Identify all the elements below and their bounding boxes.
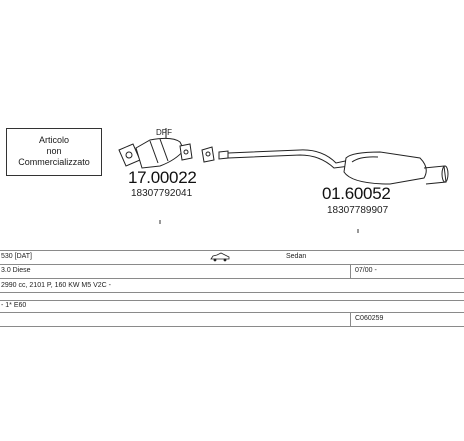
vehicle-date: 07/00 - xyxy=(355,267,377,274)
vehicle-fuel: 3.0 Diese xyxy=(1,267,31,274)
catalog-code: C060259 xyxy=(355,315,384,322)
part-code-2[interactable]: 01.60052 xyxy=(322,184,391,203)
car-silhouette-icon xyxy=(210,252,230,262)
notice-line-3: Commercializzato xyxy=(18,157,90,167)
table-col-divider xyxy=(350,264,351,278)
table-divider xyxy=(0,312,464,313)
part-code-1[interactable]: 17.00022 xyxy=(128,168,197,187)
table-divider xyxy=(0,264,464,265)
table-divider xyxy=(0,250,464,251)
notice-line-1: Articolo xyxy=(38,135,69,145)
vehicle-engine: 2990 cc, 2101 P, 160 KW M5 V2C - xyxy=(1,282,111,289)
not-commercialized-notice xyxy=(6,128,102,176)
part-oe-number-2: 18307789907 xyxy=(327,205,389,216)
silencer-part-drawing xyxy=(202,147,448,184)
vehicle-chassis: - 1* E60 xyxy=(1,302,27,309)
dpf-label: DPF xyxy=(156,128,172,137)
vehicle-body-type: Sedan xyxy=(286,253,307,260)
table-divider xyxy=(0,278,464,279)
table-divider xyxy=(0,300,464,301)
table-divider xyxy=(0,292,464,293)
notice-line-2: non xyxy=(46,146,62,156)
table-col-divider xyxy=(350,312,351,326)
part-oe-number-1: 18307792041 xyxy=(131,188,193,199)
table-divider xyxy=(0,326,464,327)
vehicle-model: 530 [DAT] xyxy=(1,253,32,260)
